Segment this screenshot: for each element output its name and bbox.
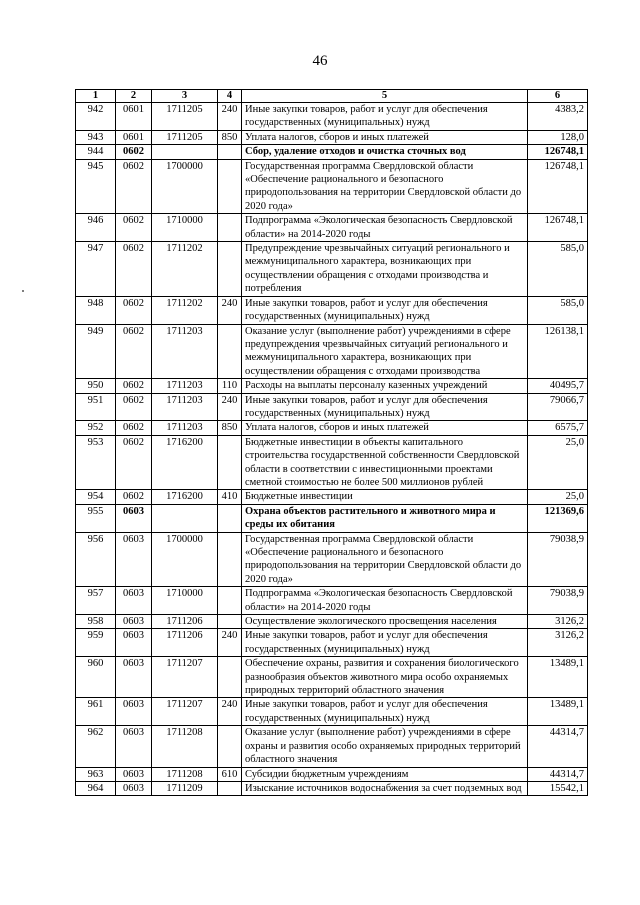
target-code-cell: 1710000 bbox=[152, 214, 218, 242]
expense-kind-cell bbox=[218, 781, 242, 795]
expense-kind-cell: 610 bbox=[218, 767, 242, 781]
amount-cell: 25,0 bbox=[528, 435, 588, 490]
table-row bbox=[76, 393, 588, 421]
amount-cell: 3126,2 bbox=[528, 629, 588, 657]
amount-cell: 79038,9 bbox=[528, 532, 588, 587]
table-row bbox=[76, 615, 588, 629]
item-name-cell: Иные закупки товаров, работ и услуг для обеспечения государственных (муниципальных) нужд bbox=[242, 698, 528, 726]
table-row bbox=[76, 504, 588, 532]
row-number-cell: 962 bbox=[76, 726, 116, 767]
row-number-cell: 945 bbox=[76, 159, 116, 214]
table-row bbox=[76, 296, 588, 324]
item-name-cell: Оказание услуг (выполнение работ) учреждениями в сфере охраны и развития особо охраняемых природных территорий областного значения bbox=[242, 726, 528, 767]
item-name-cell: Иные закупки товаров, работ и услуг для обеспечения государственных (муниципальных) нужд bbox=[242, 296, 528, 324]
amount-cell: 44314,7 bbox=[528, 767, 588, 781]
expense-kind-cell bbox=[218, 242, 242, 297]
expense-kind-cell bbox=[218, 504, 242, 532]
section-code-cell: 0601 bbox=[116, 103, 152, 131]
section-code-cell: 0602 bbox=[116, 435, 152, 490]
table-row bbox=[76, 103, 588, 131]
item-name-cell: Изыскание источников водоснабжения за счет подземных вод bbox=[242, 781, 528, 795]
target-code-cell: 1711203 bbox=[152, 421, 218, 435]
item-name-cell: Уплата налогов, сборов и иных платежей bbox=[242, 421, 528, 435]
amount-cell: 126748,1 bbox=[528, 145, 588, 159]
item-name-cell: Государственная программа Свердловской области «Обеспечение рационального и безопасного природопользования на территории Свердловской области до 2020 года» bbox=[242, 159, 528, 214]
amount-cell: 44314,7 bbox=[528, 726, 588, 767]
target-code-cell: 1711203 bbox=[152, 393, 218, 421]
section-code-cell: 0603 bbox=[116, 504, 152, 532]
target-code-cell bbox=[152, 145, 218, 159]
expense-kind-cell: 850 bbox=[218, 421, 242, 435]
target-code-cell: 1711205 bbox=[152, 103, 218, 131]
expense-kind-cell bbox=[218, 145, 242, 159]
section-code-cell: 0603 bbox=[116, 629, 152, 657]
amount-cell: 15542,1 bbox=[528, 781, 588, 795]
row-number-cell: 946 bbox=[76, 214, 116, 242]
table-body bbox=[76, 103, 588, 796]
amount-cell: 25,0 bbox=[528, 490, 588, 504]
target-code-cell: 1711206 bbox=[152, 629, 218, 657]
header-cell-1: 1 bbox=[76, 90, 116, 103]
row-number-cell: 960 bbox=[76, 657, 116, 698]
amount-cell: 6575,7 bbox=[528, 421, 588, 435]
target-code-cell: 1711202 bbox=[152, 296, 218, 324]
row-number-cell: 952 bbox=[76, 421, 116, 435]
amount-cell: 4383,2 bbox=[528, 103, 588, 131]
row-number-cell: 958 bbox=[76, 615, 116, 629]
table-row bbox=[76, 490, 588, 504]
header-cell-2: 2 bbox=[116, 90, 152, 103]
section-code-cell: 0602 bbox=[116, 393, 152, 421]
target-code-cell: 1710000 bbox=[152, 587, 218, 615]
table-row bbox=[76, 214, 588, 242]
table-row bbox=[76, 242, 588, 297]
scan-dot bbox=[22, 290, 24, 292]
target-code-cell: 1711207 bbox=[152, 698, 218, 726]
table-row bbox=[76, 781, 588, 795]
expense-kind-cell bbox=[218, 615, 242, 629]
amount-cell: 585,0 bbox=[528, 296, 588, 324]
row-number-cell: 955 bbox=[76, 504, 116, 532]
row-number-cell: 957 bbox=[76, 587, 116, 615]
budget-table bbox=[75, 89, 588, 796]
expense-kind-cell bbox=[218, 657, 242, 698]
section-code-cell: 0602 bbox=[116, 324, 152, 379]
target-code-cell: 1711208 bbox=[152, 726, 218, 767]
expense-kind-cell bbox=[218, 532, 242, 587]
item-name-cell: Сбор, удаление отходов и очистка сточных вод bbox=[242, 145, 528, 159]
section-code-cell: 0602 bbox=[116, 145, 152, 159]
row-number-cell: 944 bbox=[76, 145, 116, 159]
page-number: 46 bbox=[312, 53, 328, 69]
target-code-cell: 1711202 bbox=[152, 242, 218, 297]
row-number-cell: 953 bbox=[76, 435, 116, 490]
item-name-cell: Предупреждение чрезвычайных ситуаций регионального и межмуниципального характера, возникающих при осуществлении обращения с отходами производства и потребления bbox=[242, 242, 528, 297]
table-row bbox=[76, 587, 588, 615]
item-name-cell: Иные закупки товаров, работ и услуг для обеспечения государственных (муниципальных) нужд bbox=[242, 629, 528, 657]
section-code-cell: 0603 bbox=[116, 726, 152, 767]
item-name-cell: Расходы на выплаты персоналу казенных учреждений bbox=[242, 379, 528, 393]
expense-kind-cell: 240 bbox=[218, 629, 242, 657]
expense-kind-cell bbox=[218, 726, 242, 767]
amount-cell: 126748,1 bbox=[528, 214, 588, 242]
table-row bbox=[76, 532, 588, 587]
row-number-cell: 954 bbox=[76, 490, 116, 504]
row-number-cell: 961 bbox=[76, 698, 116, 726]
amount-cell: 585,0 bbox=[528, 242, 588, 297]
row-number-cell: 949 bbox=[76, 324, 116, 379]
amount-cell: 126138,1 bbox=[528, 324, 588, 379]
header-cell-5: 5 bbox=[242, 90, 528, 103]
expense-kind-cell bbox=[218, 587, 242, 615]
expense-kind-cell bbox=[218, 435, 242, 490]
section-code-cell: 0602 bbox=[116, 490, 152, 504]
amount-cell: 126748,1 bbox=[528, 159, 588, 214]
amount-cell: 13489,1 bbox=[528, 657, 588, 698]
item-name-cell: Государственная программа Свердловской области «Обеспечение рационального и безопасного природопользования на территории Свердловской области до 2020 года» bbox=[242, 532, 528, 587]
target-code-cell: 1711208 bbox=[152, 767, 218, 781]
table-row bbox=[76, 421, 588, 435]
amount-cell: 121369,6 bbox=[528, 504, 588, 532]
table-row bbox=[76, 435, 588, 490]
item-name-cell: Подпрограмма «Экологическая безопасность Свердловской области» на 2014-2020 годы bbox=[242, 587, 528, 615]
amount-cell: 79038,9 bbox=[528, 587, 588, 615]
amount-cell: 79066,7 bbox=[528, 393, 588, 421]
expense-kind-cell bbox=[218, 159, 242, 214]
row-number-cell: 950 bbox=[76, 379, 116, 393]
table-row bbox=[76, 130, 588, 144]
target-code-cell: 1711205 bbox=[152, 130, 218, 144]
section-code-cell: 0602 bbox=[116, 296, 152, 324]
section-code-cell: 0602 bbox=[116, 159, 152, 214]
expense-kind-cell bbox=[218, 214, 242, 242]
target-code-cell: 1711203 bbox=[152, 324, 218, 379]
table-row bbox=[76, 726, 588, 767]
header-cell-6: 6 bbox=[528, 90, 588, 103]
amount-cell: 3126,2 bbox=[528, 615, 588, 629]
section-code-cell: 0603 bbox=[116, 767, 152, 781]
table-row bbox=[76, 145, 588, 159]
item-name-cell: Осуществление экологического просвещения населения bbox=[242, 615, 528, 629]
target-code-cell: 1700000 bbox=[152, 159, 218, 214]
expense-kind-cell: 240 bbox=[218, 393, 242, 421]
expense-kind-cell: 240 bbox=[218, 103, 242, 131]
row-number-cell: 943 bbox=[76, 130, 116, 144]
row-number-cell: 947 bbox=[76, 242, 116, 297]
row-number-cell: 963 bbox=[76, 767, 116, 781]
row-number-cell: 956 bbox=[76, 532, 116, 587]
item-name-cell: Бюджетные инвестиции bbox=[242, 490, 528, 504]
table-row bbox=[76, 698, 588, 726]
item-name-cell: Уплата налогов, сборов и иных платежей bbox=[242, 130, 528, 144]
target-code-cell: 1711206 bbox=[152, 615, 218, 629]
table-row bbox=[76, 159, 588, 214]
item-name-cell: Бюджетные инвестиции в объекты капитального строительства государственной собственности Свердловской области в соответствии с инвестиционными проектами сметной стоимостью не более 500 миллионов рублей bbox=[242, 435, 528, 490]
section-code-cell: 0601 bbox=[116, 130, 152, 144]
target-code-cell: 1711209 bbox=[152, 781, 218, 795]
section-code-cell: 0602 bbox=[116, 242, 152, 297]
expense-kind-cell: 410 bbox=[218, 490, 242, 504]
header-cell-3: 3 bbox=[152, 90, 218, 103]
item-name-cell: Иные закупки товаров, работ и услуг для обеспечения государственных (муниципальных) нужд bbox=[242, 103, 528, 131]
table-row bbox=[76, 657, 588, 698]
expense-kind-cell bbox=[218, 324, 242, 379]
header-row bbox=[76, 90, 588, 103]
amount-cell: 13489,1 bbox=[528, 698, 588, 726]
row-number-cell: 942 bbox=[76, 103, 116, 131]
row-number-cell: 959 bbox=[76, 629, 116, 657]
target-code-cell: 1700000 bbox=[152, 532, 218, 587]
section-code-cell: 0603 bbox=[116, 587, 152, 615]
section-code-cell: 0603 bbox=[116, 698, 152, 726]
section-code-cell: 0602 bbox=[116, 379, 152, 393]
item-name-cell: Оказание услуг (выполнение работ) учреждениями в сфере предупреждения чрезвычайных ситуаций регионального и межмуниципального характера, возникающих при осуществлении обращения с отходами производства bbox=[242, 324, 528, 379]
item-name-cell: Охрана объектов растительного и животного мира и среды их обитания bbox=[242, 504, 528, 532]
section-code-cell: 0603 bbox=[116, 781, 152, 795]
target-code-cell bbox=[152, 504, 218, 532]
row-number-cell: 951 bbox=[76, 393, 116, 421]
item-name-cell: Обеспечение охраны, развития и сохранения биологического разнообразия объектов животного мира особо охраняемых природных территорий областного значения bbox=[242, 657, 528, 698]
section-code-cell: 0603 bbox=[116, 532, 152, 587]
section-code-cell: 0602 bbox=[116, 214, 152, 242]
header-cell-4: 4 bbox=[218, 90, 242, 103]
row-number-cell: 964 bbox=[76, 781, 116, 795]
expense-kind-cell: 850 bbox=[218, 130, 242, 144]
item-name-cell: Подпрограмма «Экологическая безопасность Свердловской области» на 2014-2020 годы bbox=[242, 214, 528, 242]
section-code-cell: 0602 bbox=[116, 421, 152, 435]
table-row bbox=[76, 324, 588, 379]
item-name-cell: Субсидии бюджетным учреждениям bbox=[242, 767, 528, 781]
expense-kind-cell: 240 bbox=[218, 698, 242, 726]
expense-kind-cell: 240 bbox=[218, 296, 242, 324]
section-code-cell: 0603 bbox=[116, 657, 152, 698]
expense-kind-cell: 110 bbox=[218, 379, 242, 393]
section-code-cell: 0603 bbox=[116, 615, 152, 629]
table-row bbox=[76, 379, 588, 393]
table-row bbox=[76, 767, 588, 781]
target-code-cell: 1716200 bbox=[152, 490, 218, 504]
amount-cell: 40495,7 bbox=[528, 379, 588, 393]
target-code-cell: 1711207 bbox=[152, 657, 218, 698]
amount-cell: 128,0 bbox=[528, 130, 588, 144]
table-row bbox=[76, 629, 588, 657]
row-number-cell: 948 bbox=[76, 296, 116, 324]
target-code-cell: 1716200 bbox=[152, 435, 218, 490]
target-code-cell: 1711203 bbox=[152, 379, 218, 393]
item-name-cell: Иные закупки товаров, работ и услуг для обеспечения государственных (муниципальных) нужд bbox=[242, 393, 528, 421]
